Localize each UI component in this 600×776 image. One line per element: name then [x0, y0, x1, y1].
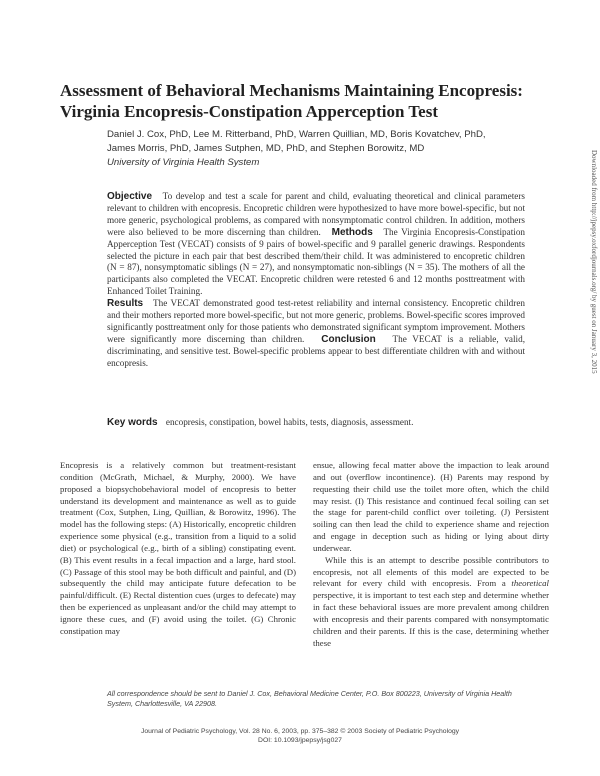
body-column-right: [313, 460, 549, 650]
abstract: [107, 191, 525, 370]
emphasis-text: theoretical: [511, 578, 549, 589]
authors-line-2: James Morris, PhD, James Sutphen, MD, PhD, and Stephen Borowitz, MD: [107, 143, 425, 154]
journal-citation: Journal of Pediatric Psychology, Vol. 28 No. 6, 2003, pp. 375–382 © 2003 Society of Pediatric Psychology: [140, 728, 460, 735]
conclusion-text: The VECAT is a reliable, valid, discriminating, and sensitive test. Bowel-specific problems appear to best differentiate children with and without encopresis.: [107, 333, 525, 368]
results-label: Results: [107, 298, 144, 310]
journal-footer: [100, 727, 500, 745]
keywords-text: encopresis, constipation, bowel habits, tests, diagnosis, assessment.: [165, 417, 414, 427]
conclusion-label: Conclusion: [321, 333, 376, 345]
body-text: While this is an attempt to describe possible contributors to encopresis, not all elements of this model are expected to be relevant for every child with encopresis. From a: [313, 554, 549, 589]
objective-label: Objective: [107, 191, 153, 202]
authors-line-1: Daniel J. Cox, PhD, Lee M. Ritterband, PhD, Warren Quillian, MD, Boris Kovatchev, PhD,: [107, 129, 486, 140]
download-watermark: [588, 150, 600, 650]
body-paragraph: ensue, allowing fecal matter above the impaction to leak around and out (overflow incontinence). (H) Parents may respond by requesting their child use the toilet more often, which the child may resist. (I) This resistance and continued fecal soiling can set the stage for parent-child conflict over toileting. (J) Persistent soiling can then lead the child to experience shame and rejection and engage in deception such as hiding or lying about dirty underwear.: [313, 460, 549, 553]
title-line-2: Virginia Encopresis-Constipation Apperception Test: [60, 102, 438, 121]
keywords: [107, 417, 525, 428]
doi: DOI: 10.1093/jpepsy/jsg027: [258, 737, 342, 744]
download-watermark-text: Downloaded from http://jpepsy.oxfordjournals.org/ by guest on January 3, 2015: [590, 150, 598, 374]
body-paragraph: [313, 555, 549, 650]
keywords-label: Key words: [107, 417, 158, 428]
methods-text: The Virginia Encopresis-Constipation Apperception Test (VECAT) consists of 9 pairs of bowel-specific and 9 parallel generic drawings. Respondents selected the picture in each pair that best described them/their child. It was administered to encopretic children (N = 87), nonsymptomatic siblings (N = 27), and nonsymptomatic non-siblings (N = 35). The mothers of all the participants also completed the VECAT. Encopretic children were retested 6 and 12 months posttreatment with Enhanced Toilet Training.: [107, 226, 526, 297]
body-paragraph: Encopresis is a relatively common but treatment-resistant condition (McGrath, Michael, & Murphy, 2000). We have proposed a biopsychobehavioral model of encopresis to better understand its development and maintenance as well as to guide treatment (Cox, Sutphen, Ling, Quillian, & Borowitz, 1996). The model has the following steps: (A) Historically, encopretic children experience some physical (e.g., transition from a liquid to a solid diet) or psychological (e.g., birth of a sibling) constipating event. (B) This event results in a fecal impaction and a large, hard stool. (C) Passage of this stool may be both difficult and painful, and (D) subsequently the child may anticipate future defecation to be painful/difficult. (E) Rectal distention cues (urges to defecate) may then be experienced as unpleasant and/or the child may attempt to ignore these cues, and (F) avoid using the toilet. (G) Chronic constipation may: [60, 460, 296, 636]
article-title: [60, 80, 530, 122]
affiliation: University of Virginia Health System: [107, 157, 260, 168]
results-text: The VECAT demonstrated good test-retest reliability and internal consistency. Encopretic children and their mothers reported more bowel-specific, but not more generic, problems. Bowel-specific scores improved significantly posttreatment only for those patients who demonstrated significant symptom improvement. Mothers were significantly more discerning than children.: [107, 298, 526, 344]
author-block: [107, 128, 527, 170]
body-column-left: [60, 460, 296, 638]
title-line-1: Assessment of Behavioral Mechanisms Maintaining Encopresis:: [60, 81, 523, 100]
body-text: perspective, it is important to test each step and determine whether in fact these behavioral issues are more prevalent among children with encopresis and their parents compared with nonsymptomatic children and their parents. If this is the case, determining whether these: [313, 590, 549, 648]
correspondence-footnote: All correspondence should be sent to Daniel J. Cox, Behavioral Medicine Center, P.O. Box 800223, University of Virginia Health System, Charlottesville, VA 22908.: [107, 689, 512, 708]
objective-text: To develop and test a scale for parent and child, evaluating theoretical and clinical parameters relevant to children with encopresis. Encopretic children were hypothesized to have more bowel-specific, but not more generic, psychological problems, as compared with nonsymptomatic control children. In addition, mothers were also believed to be more discerning than children.: [107, 191, 525, 237]
methods-label: Methods: [331, 226, 373, 238]
